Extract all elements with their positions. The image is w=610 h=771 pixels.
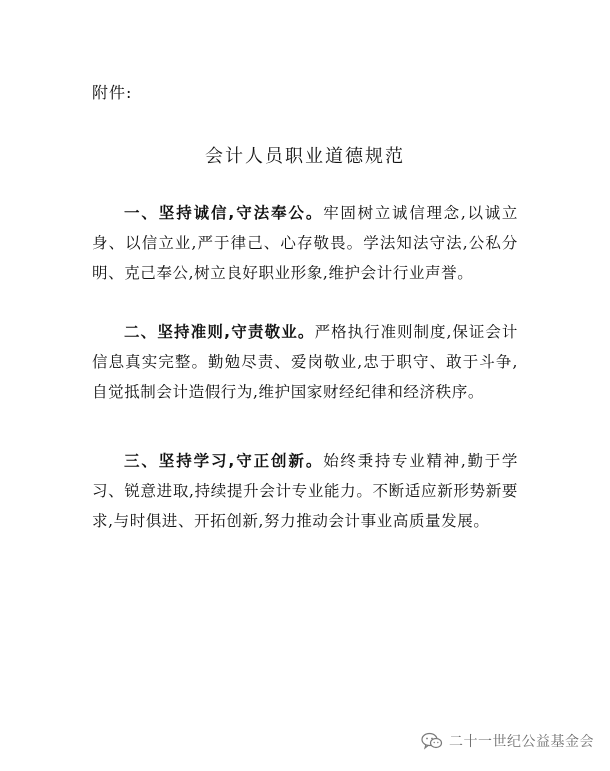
watermark-text: 二十一世纪公益基金会 [449,734,594,750]
section-2-heading: 二、坚持准则,守责敬业。 [124,323,315,341]
section-1 [92,198,518,288]
page-title: 会计人员职业道德规范 [205,146,405,167]
section-1-body: 牢固树立诚信理念,以诚立身、以信立业,严于律己、心存敬畏。学法知法守法,公私分明、克己奉公,树立良好职业形象,维护会计行业声誉。 [92,204,518,282]
watermark [421,731,594,751]
section-2 [92,317,518,407]
section-3-heading: 三、坚持学习,守正创新。 [124,452,324,470]
section-1-heading: 一、坚持诚信,守法奉公。 [124,204,324,222]
attachment-label: 附件: [92,83,133,102]
section-2-body: 严格执行准则制度,保证会计信息真实完整。勤勉尽责、爱岗敬业,忠于职守、敢于斗争,自觉抵制会计造假行为,维护国家财经纪律和经济秩序。 [92,323,518,401]
section-3-body: 始终秉持专业精神,勤于学习、锐意进取,持续提升会计专业能力。不断适应新形势新要求,与时俱进、开拓创新,努力推动会计事业高质量发展。 [92,452,518,530]
wechat-icon [421,732,443,750]
section-3 [92,446,518,536]
